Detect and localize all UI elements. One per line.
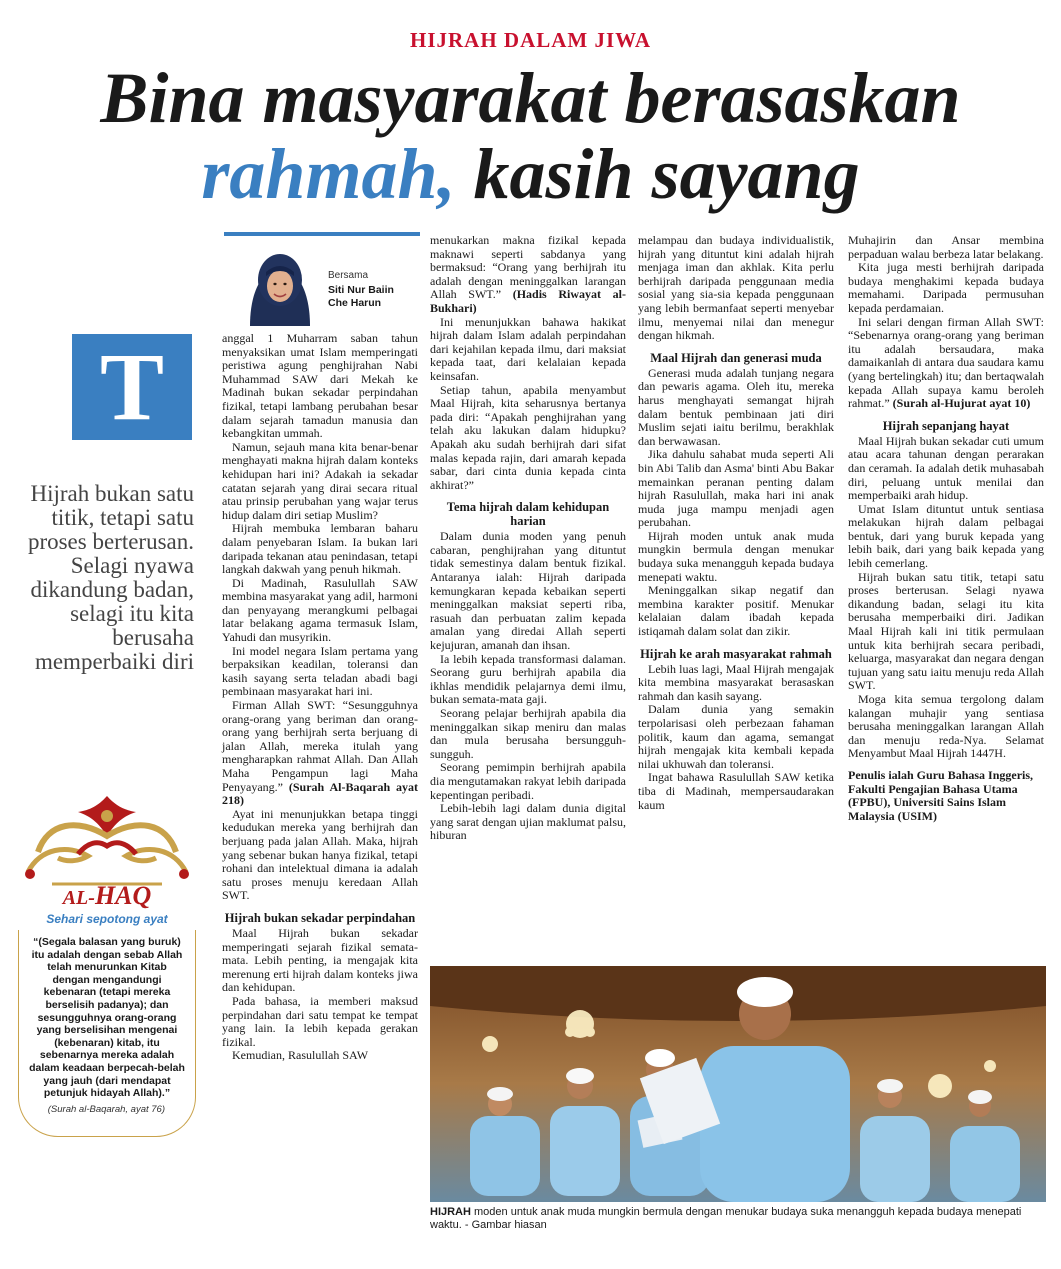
paragraph: Setiap tahun, apabila menyambut Maal Hijrah, kita seharusnya bertanya pada diri: “Apakah penghijrahan yang telah aku lakukan dalam hidupku? Apakah aku sudah berhijrah dari sifat malas kepada rajin, dari amarah kepada sabar, dari cinta dunia kepada cinta akhirat?” bbox=[430, 382, 626, 492]
paragraph: Kemudian, Rasulullah SAW bbox=[232, 1048, 369, 1063]
byline-label: Bersama bbox=[328, 270, 369, 281]
al-haq-title bbox=[18, 882, 196, 912]
paragraph bbox=[430, 234, 626, 316]
article-column-3 bbox=[638, 234, 834, 812]
quote-reference: (Surah Al-Baqarah ayat 218) bbox=[222, 779, 418, 808]
paragraph: Muhajirin dan Ansar membina perpaduan walau berbeza latar belakang. bbox=[848, 233, 1044, 261]
byline-author-name bbox=[328, 284, 394, 310]
al-haq-title-main: HAQ bbox=[94, 881, 152, 910]
quote-reference: (Hadis Riwayat al-Bukhari) bbox=[430, 287, 626, 315]
paragraph: Lebih luas lagi, Maal Hijrah mengajak kita membina masyarakat berasaskan rahmah dan kasih sayang. bbox=[638, 661, 834, 703]
al-haq-title-prefix: AL- bbox=[62, 887, 95, 909]
headline-rest: kasih sayang bbox=[455, 134, 860, 214]
paragraph: Hijrah membuka lembaran baharu dalam penyebaran Islam. Ia bukan lari daripada tekanan atau penindasan, tetapi langkah dakwah yang penuh hikmah. bbox=[222, 521, 418, 577]
paragraph: melampau dan budaya individualistik, hijrah yang dituntut kini adalah hijrah menjaga iman dan akhlak. Kita perlu berhijrah daripada penggunaan media sosial yang sia-sia kepada penggunaan yang lebih bermanfaat seperti menyebar ilmu, menyemai nilai dan menegur dengan hikmah. bbox=[638, 233, 834, 343]
headline-line-1: Bina masyarakat berasaskan bbox=[100, 58, 961, 138]
article-column-4 bbox=[848, 234, 1044, 823]
subheading: Hijrah ke arah masyarakat rahmah bbox=[640, 646, 832, 661]
author-note: Penulis ialah Guru Bahasa Inggeris, Fakulti Pengajian Bahasa Utama (FPBU), Universiti Sains Islam Malaysia (USIM) bbox=[848, 767, 1034, 823]
paragraph: Ia lebih kepada transformasi dalaman. Seorang guru berhijrah apabila dia ikhlas mendidik pelajarnya demi ilmu, bukan semata-mata gaji. bbox=[430, 651, 626, 707]
headline-highlight: rahmah, bbox=[201, 134, 456, 214]
article-photo bbox=[430, 966, 1046, 1202]
drop-cap: T bbox=[72, 334, 192, 440]
paragraph: Hijrah moden untuk anak muda mungkin bermula dengan menukar budaya suka menangguh kepada budaya menepati waktu. bbox=[638, 528, 834, 584]
paragraph: Ingat bahawa Rasulullah SAW ketika tiba di Madinah, mempersaudarakan kaum bbox=[638, 770, 834, 812]
headline-line-2 bbox=[0, 134, 1061, 214]
paragraph: Umat Islam dituntut untuk sentiasa melakukan hijrah dalam pelbagai bentuk, dari yang buruk kepada yang lebih baik, dari yang baik kepada yang lebih cemerlang. bbox=[848, 501, 1044, 571]
quote-text: menukarkan makna fizikal kepada maknawi seperti sabdanya yang bermaksud: “Orang yang berhijrah itu adalah dengan meninggalkan larangan Allah SWT.” bbox=[430, 233, 626, 302]
pull-quote: Hijrah bukan satu titik, tetapi satu proses berterusan. Selagi nyawa dikandung badan, selagi itu kita berusaha memperbaiki diri bbox=[27, 481, 194, 674]
paragraph: Hijrah bukan satu titik, tetapi satu proses berterusan. Selagi nyawa dikandung badan, selagi itu kita berusaha memperbaiki diri. Jadikan Maal Hijrah kali ini titik permulaan untuk kita berhijrah secara peribadi, keluarga, masyarakat dan negara dengan tujuan yang satu iaitu menuju reda Allah SWT. bbox=[848, 569, 1044, 693]
quote-text: Ini selari dengan firman Allah SWT: “Sebenarnya orang-orang yang beriman itu adalah bersaudara, maka damaikanlah di antara dua saudara kamu (yang bertelingkah) itu; dan bertaqwalah kepada Allah supaya kamu beroleh rahmat.” bbox=[848, 314, 1044, 411]
paragraph: Generasi muda adalah tunjang negara dan pewaris agama. Oleh itu, mereka harus menghayati semangat hijrah dalam bentuk pembinaan jati diri Muslim sejati iaitu berilmu, berakhlak dan berwawasan. bbox=[638, 365, 834, 448]
paragraph: Namun, sejauh mana kita benar-benar menghayati makna hijrah dalam konteks kehidupan hari ini? Adakah ia sekadar catatan sejarah yang dirai secara ritual atau prinsip perubahan yang wajar terus hidup dalam diri setiap Muslim? bbox=[222, 439, 418, 522]
byline-name-line2: Che Harun bbox=[328, 297, 382, 309]
subheading: Hijrah sepanjang hayat bbox=[882, 418, 1010, 433]
al-haq-subtitle: Sehari sepotong ayat bbox=[46, 912, 168, 926]
subheading: Hijrah bukan sekadar perpindahan bbox=[224, 910, 416, 925]
paragraph: Ayat ini menunjukkan betapa tinggi kedudukan mereka yang berhijrah dan berjuang pada jalan Allah. Maka, hijrah yang sebenar bukan hanya fizikal, tetapi rohani dan intelektual dimana ia adalah satu proses menuju keredaan Allah SWT. bbox=[222, 806, 418, 903]
al-haq-box bbox=[18, 792, 196, 1137]
photo-caption bbox=[430, 1206, 1046, 1232]
section-kicker: HIJRAH DALAM JIWA bbox=[409, 28, 651, 52]
paragraph: Dalam dunia moden yang penuh cabaran, penghijrahan yang dituntut tidak semestinya dalam bentuk fizikal. Antaranya ialah: Hijrah daripada kemungkaran kepada kebaikan seperti meninggalkan maksiat seperti riba, rasuah dan perbuatan zalim kepada amalan yang diredai Allah seperti kejujuran, amanah dan ihsan. bbox=[430, 529, 626, 653]
ornament-icon bbox=[18, 792, 196, 888]
paragraph: Maal Hijrah bukan sekadar cuti umum atau acara tahunan dengan perarakan dan ceramah. Ia adalah detik muhasabah diri, peluang untuk menilai dan memperbaiki arah hidup. bbox=[848, 433, 1044, 503]
paragraph: Kita juga mesti berhijrah daripada budaya menghakimi kepada budaya memahami. Daripada permusuhan kepada perdamaian. bbox=[848, 260, 1044, 315]
paragraph bbox=[222, 699, 418, 808]
paragraph: Ini menunjukkan bahawa hakikat hijrah dalam Islam adalah perpindahan dari kejahilan kepada ilmu, dari maksiat kepada taat, dari kelalaian kepada keinsafan. bbox=[430, 314, 626, 383]
subheading: Tema hijrah dalam kehidupan harian bbox=[446, 500, 610, 529]
al-haq-verse: “(Segala balasan yang buruk) itu adalah dengan sebab Allah telah menurunkan Kitab dengan mengandungi kebenaran (tetapi mereka berselisih padanya); dan sesungguhnya orang-orang yang berselisihan mengenai (kebenaran) kitab, itu sebenarnya mereka adalah dalam keadaan berpecah-belah yang jauh (dari mendapat petunjuk hidayah Allah).” bbox=[29, 936, 185, 1100]
paragraph: Seorang pelajar berhijrah apabila dia meninggalkan sikap meniru dan malas dan mula berusaha bersungguh-sungguh. bbox=[430, 706, 626, 761]
caption-lead: HIJRAH bbox=[430, 1206, 471, 1218]
paragraph: Jika dahulu sahabat muda seperti Ali bin Abi Talib dan Asma' binti Abu Bakar memainkan peranan penting dalam hijrah Rasulullah, maka hari ini anak muda juga mampu menjadi agen perubahan. bbox=[638, 447, 834, 530]
author-photo bbox=[244, 242, 316, 326]
paragraph: Ini model negara Islam pertama yang berpaksikan keadilan, toleransi dan kasih sayang serta teladan abadi bagi pembinaan masyarakat hari ini. bbox=[222, 643, 418, 699]
article-column-1 bbox=[222, 332, 418, 1063]
al-haq-source: (Surah al-Baqarah, ayat 76) bbox=[47, 1103, 165, 1115]
paragraph: Moga kita semua tergolong dalam kalangan muhajir yang sentiasa berusaha meninggalkan larangan Allah dan menuju reda-Nya. Selamat Menyambut Maal Hijrah 1447H. bbox=[848, 692, 1044, 761]
paragraph: Meninggalkan sikap negatif dan membina karakter positif. Menukar kelalaian dalam ibadah kepada istiqamah dalam solat dan zikir. bbox=[638, 583, 834, 639]
paragraph: Maal Hijrah bukan sekadar memperingati sejarah fizikal semata-mata. Lebih penting, ia mengajak kita merenung erti hijrah dalam konteks jiwa dan kehidupan. bbox=[222, 925, 418, 995]
article-column-2 bbox=[430, 234, 626, 843]
paragraph: Seorang pemimpin berhijrah apabila dia mengutamakan rakyat lebih daripada kepentingan peribadi. bbox=[430, 760, 626, 802]
paragraph: Pada bahasa, ia memberi maksud perpindahan dari satu tempat ke tempat yang lain. Ia lebih kepada gerakan fizikal. bbox=[222, 993, 418, 1049]
quote-reference: (Surah al-Hujurat ayat 10) bbox=[892, 396, 1031, 411]
quote-text: Firman Allah SWT: “Sesungguhnya orang-orang yang beriman dan orang-orang yang berhijrah serta berjuang di jalan Allah, mereka itulah yang mengharapkan rahmat Allah. Dan Allah Maha Pengampun lagi Maha Penyayang.” bbox=[222, 698, 418, 794]
paragraph: Di Madinah, Rasulullah SAW membina masyarakat yang adil, harmoni dan penyayang merangkumi pelbagai latar belakang agama termasuk Islam, Yahudi dan musyrikin. bbox=[222, 575, 418, 645]
byline-name-line1: Siti Nur Baiin bbox=[328, 284, 394, 296]
author-byline bbox=[224, 232, 420, 322]
paragraph: Lebih-lebih lagi dalam dunia digital yang sarat dengan ujian maklumat palsu, hiburan bbox=[430, 801, 626, 843]
paragraph: Dalam dunia yang semakin terpolarisasi oleh perbezaan fahaman politik, kaum dan agama, semangat hijrah mengajak kita kembali kepada nilai ukhuwah dan toleransi. bbox=[638, 702, 834, 771]
caption-text: moden untuk anak muda mungkin bermula dengan menukar budaya suka menangguh kepada budaya menepati waktu. - Gambar hiasan bbox=[430, 1206, 1022, 1231]
paragraph: anggal 1 Muharram saban tahun menyaksikan umat Islam memperingati peristiwa agung penghijrahan Nabi Muhammad SAW dari Mekah ke Madinah bukan sekadar perpindahan fizikal, tetapi lambang perubahan besar dalam sejarah tamadun manusia dan kebangkitan ummah. bbox=[222, 331, 418, 441]
subheading: Maal Hijrah dan generasi muda bbox=[650, 350, 822, 365]
paragraph bbox=[848, 316, 1044, 411]
